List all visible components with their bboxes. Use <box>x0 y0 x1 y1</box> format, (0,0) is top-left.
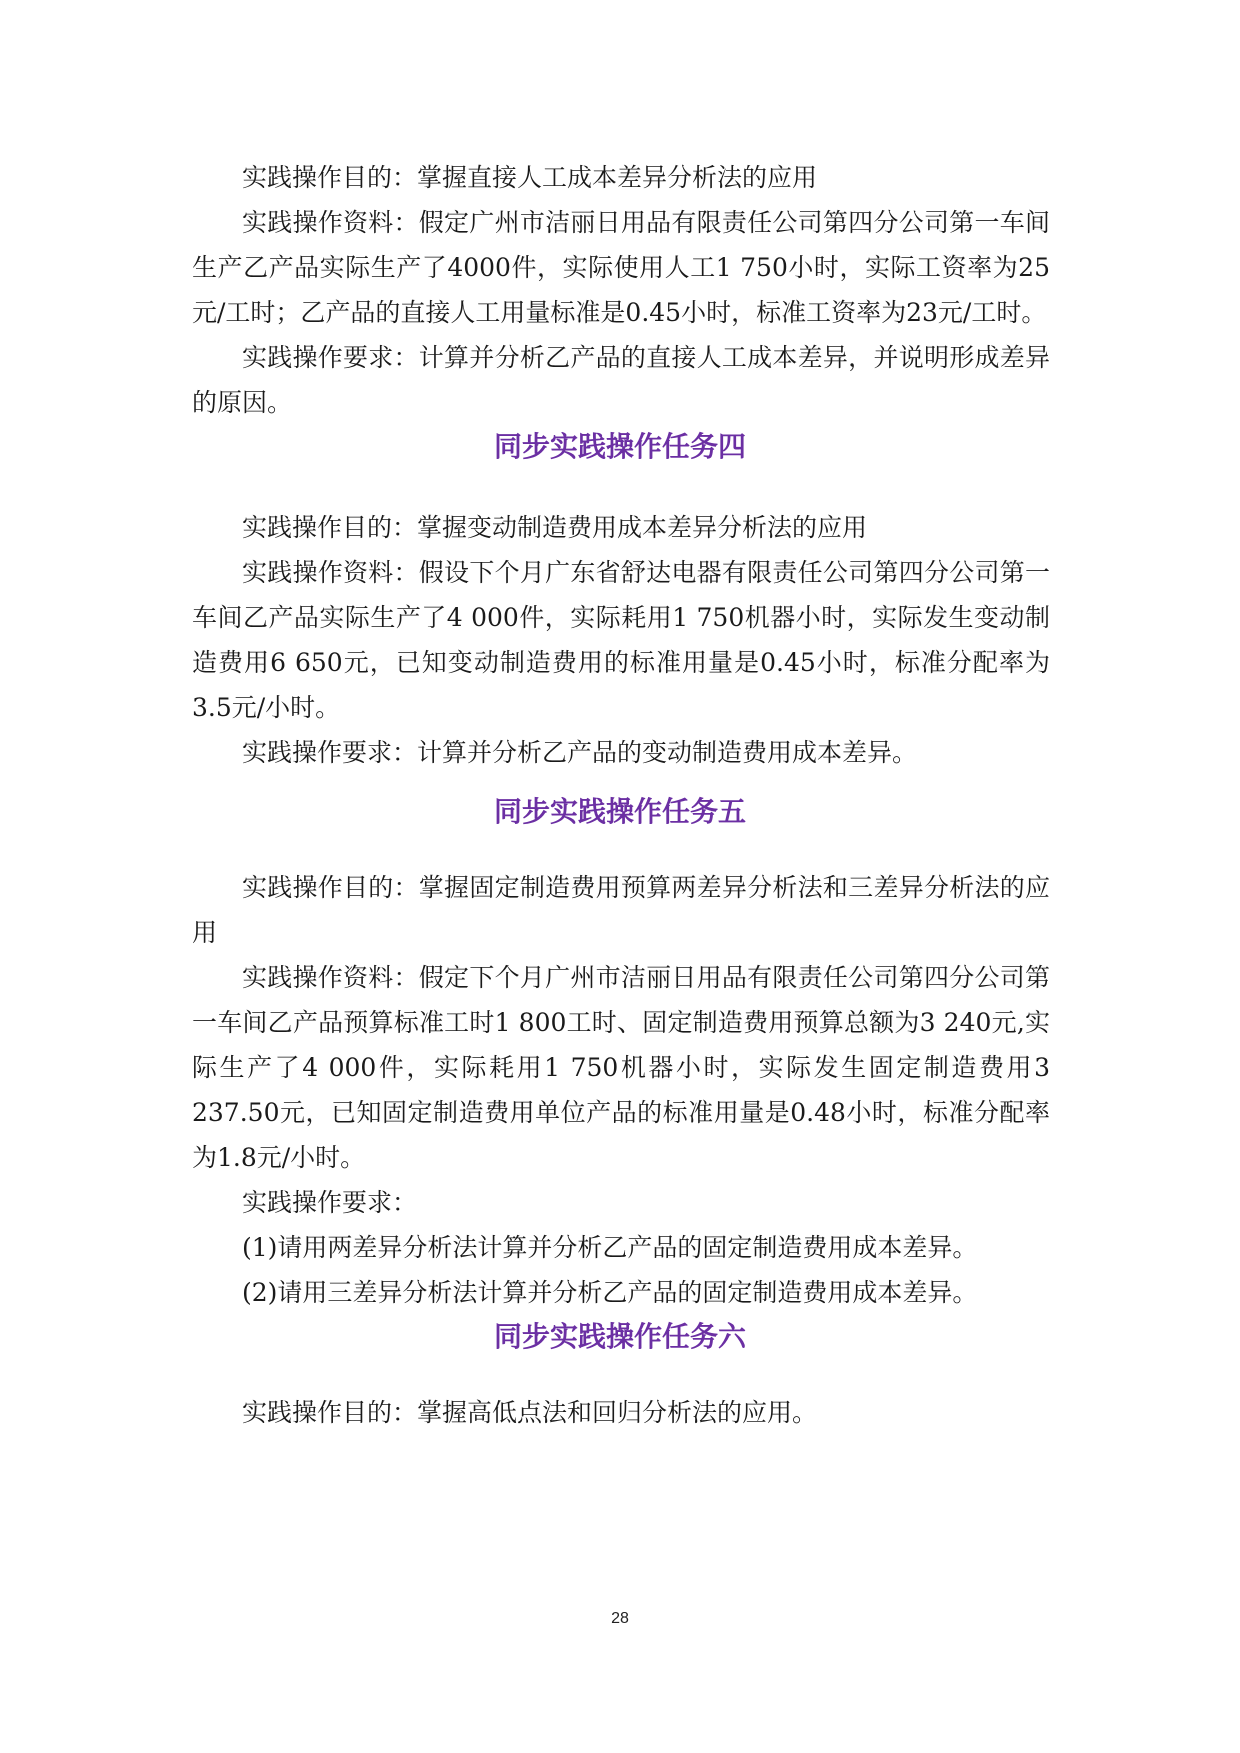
section3-purpose: 实践操作目的：掌握直接人工成本差异分析法的应用 <box>242 163 818 192</box>
section5-material: 实践操作资料：假定下个月广州市洁丽日用品有限责任公司第四分公司第一车间乙产品预算标准工时1 800工时、固定制造费用预算总额为3 240元,实际生产了4 000件，实际耗用1 750机器小时，实际发生固定制造费用3 237.50元，已知固定制造费用单位产品的标准用量是0.48小时，标准分配率为1.8元/小时。 <box>192 963 1050 1172</box>
section5-heading: 同步实践操作任务五 <box>493 795 746 828</box>
section4-block <box>192 505 1050 775</box>
section3-block <box>192 155 1050 425</box>
section4-material: 实践操作资料：假设下个月广东省舒达电器有限责任公司第四分公司第一车间乙产品实际生产了4 000件，实际耗用1 750机器小时，实际发生变动制造费用6 650元，已知变动制造费用的标准用量是0.45小时，标准分配率为3.5元/小时。 <box>192 558 1050 722</box>
section3-requirement: 实践操作要求：计算并分析乙产品的直接人工成本差异，并说明形成差异的原因。 <box>192 343 1050 417</box>
section5-purpose: 实践操作目的：掌握固定制造费用预算两差异分析法和三差异分析法的应用 <box>192 873 1050 947</box>
section5-requirement-1: (1)请用两差异分析法计算并分析乙产品的固定制造费用成本差异。 <box>242 1233 978 1262</box>
section4-heading: 同步实践操作任务四 <box>493 430 746 463</box>
page-number: 28 <box>611 1610 629 1627</box>
section4-requirement: 实践操作要求：计算并分析乙产品的变动制造费用成本差异。 <box>242 738 918 767</box>
section4-purpose: 实践操作目的：掌握变动制造费用成本差异分析法的应用 <box>242 513 868 542</box>
section5-requirement-label: 实践操作要求： <box>242 1188 418 1217</box>
section5-block <box>192 865 1050 1315</box>
section3-material: 实践操作资料：假定广州市洁丽日用品有限责任公司第四分公司第一车间生产乙产品实际生产了4000件，实际使用人工1 750小时，实际工资率为25元/工时；乙产品的直接人工用量标准是0.45小时，标准工资率为23元/工时。 <box>192 208 1050 327</box>
section6-block <box>192 1390 1050 1435</box>
section5-requirement-2: (2)请用三差异分析法计算并分析乙产品的固定制造费用成本差异。 <box>242 1278 978 1307</box>
section6-purpose: 实践操作目的：掌握高低点法和回归分析法的应用。 <box>242 1398 818 1427</box>
section6-heading: 同步实践操作任务六 <box>493 1320 746 1353</box>
